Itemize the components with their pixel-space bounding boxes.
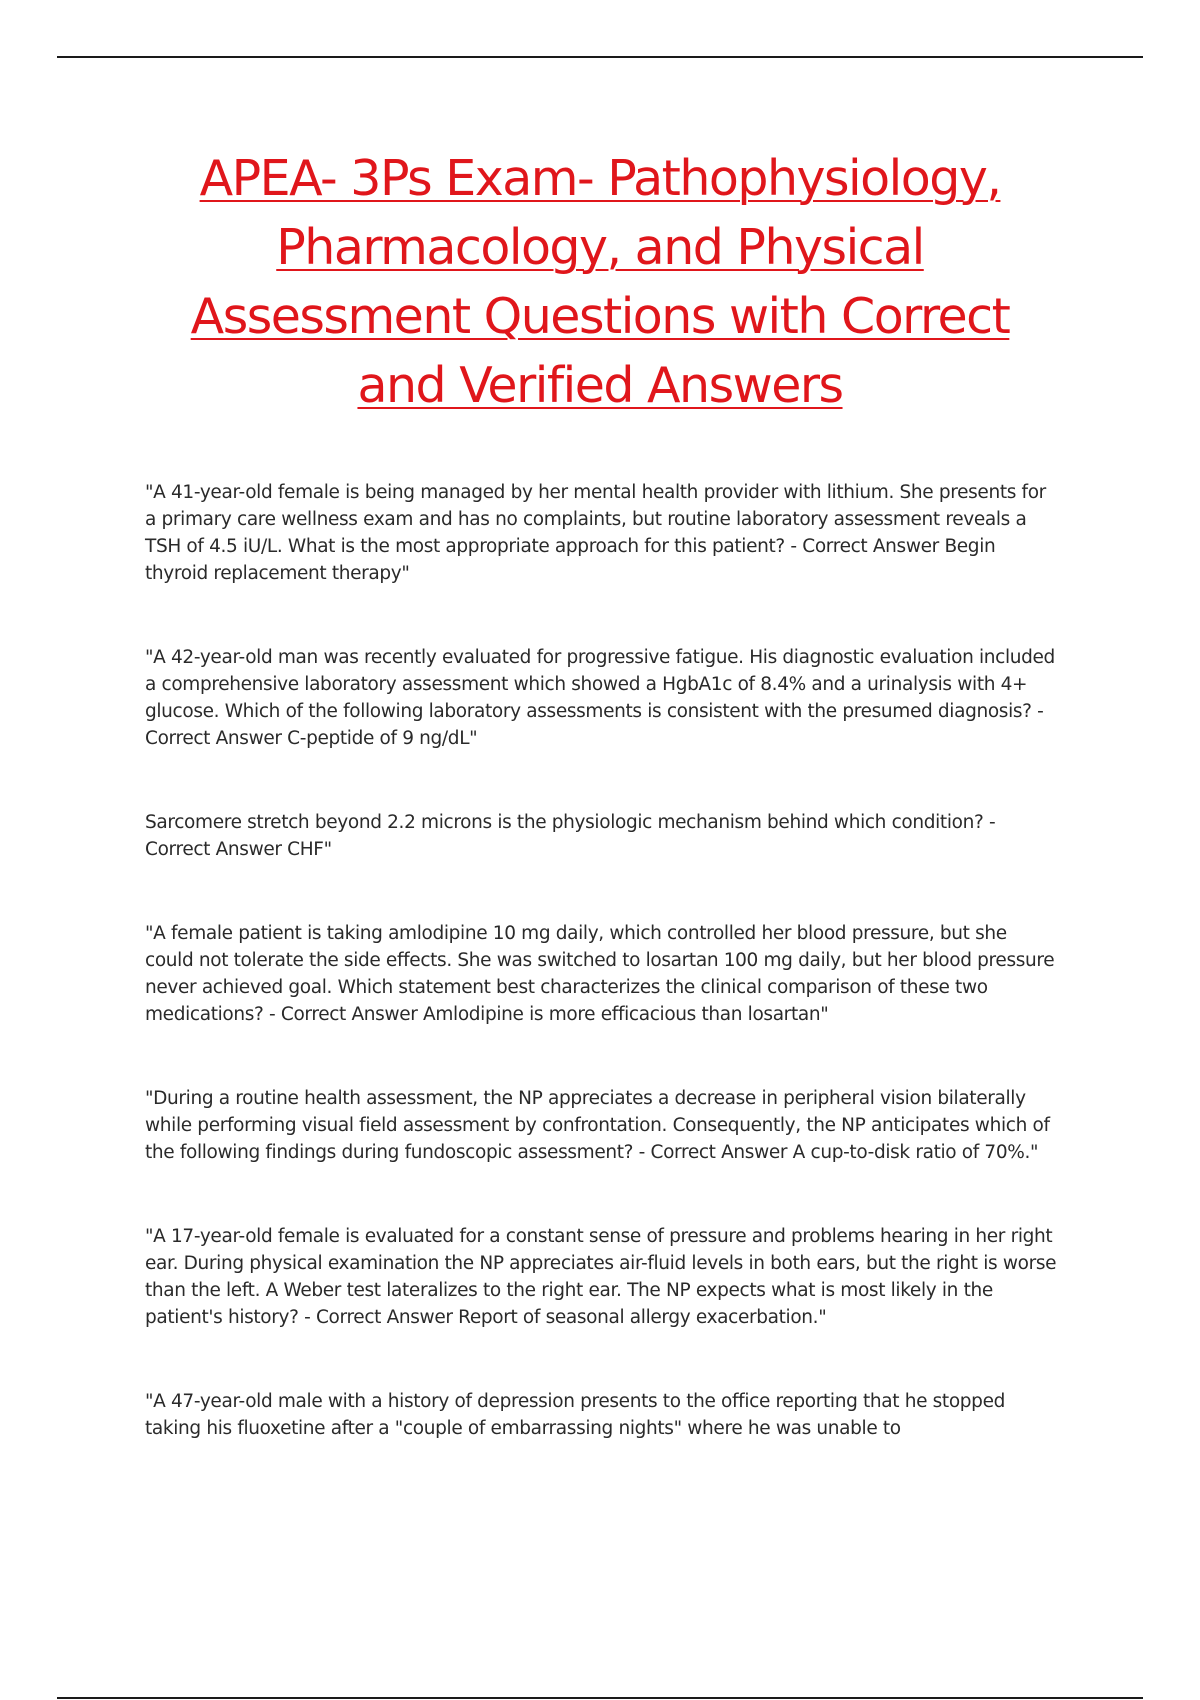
top-rule — [57, 56, 1143, 58]
question-entry: "During a routine health assessment, the NP appreciates a decrease in peripheral vision bilaterally while performing visual field assessment by confrontation. Consequently, the NP anticipates which of the following findings during fundoscopic assessment? - Correct Answer A cup-to-disk ratio of 70%." — [145, 1088, 1050, 1163]
question-entry: "A 47-year-old male with a history of depression presents to the office reporting that he stopped taking his fluoxetine after a "couple of embarrassing nights" where he was unable to — [145, 1391, 1006, 1439]
question-entry: "A 41-year-old female is being managed by her mental health provider with lithium. She presents for a primary care wellness exam and has no complaints, but routine laboratory assessment reveals a TSH of 4.5 iU/L. What is the most appropriate approach for this patient? - Correct Answer Begin thyroid replacement therapy" — [145, 482, 1046, 584]
question-entry: "A 17-year-old female is evaluated for a constant sense of pressure and problems hearing in her right ear. During physical examination the NP appreciates air-fluid levels in both ears, but the right is worse than the left. A Weber test lateralizes to the right ear. The NP expects what is most likely in the patient's history? - Correct Answer Report of seasonal allergy exacerbation." — [145, 1226, 1057, 1328]
question-entry: Sarcomere stretch beyond 2.2 microns is the physiologic mechanism behind which condition? - Correct Answer CHF" — [145, 812, 996, 860]
document-title: APEA- 3Ps Exam- Pathophysiology, Pharmacology, and Physical Assessment Questions with Correct and Verified Answers — [190, 150, 1010, 414]
question-list — [145, 479, 1060, 1442]
question-entry: "A female patient is taking amlodipine 10 mg daily, which controlled her blood pressure, but she could not tolerate the side effects. She was switched to losartan 100 mg daily, but her blood pressure never achieved goal. Which statement best characterizes the clinical comparison of these two medications? - Correct Answer Amlodipine is more efficacious than losartan" — [145, 923, 1055, 1025]
question-entry: "A 42-year-old man was recently evaluated for progressive fatigue. His diagnostic evaluation included a comprehensive laboratory assessment which showed a HgbA1c of 8.4% and a urinalysis with 4+ glucose. Which of the following laboratory assessments is consistent with the presumed diagnosis? - Correct Answer C-peptide of 9 ng/dL" — [145, 647, 1055, 749]
bottom-rule — [57, 1697, 1143, 1699]
